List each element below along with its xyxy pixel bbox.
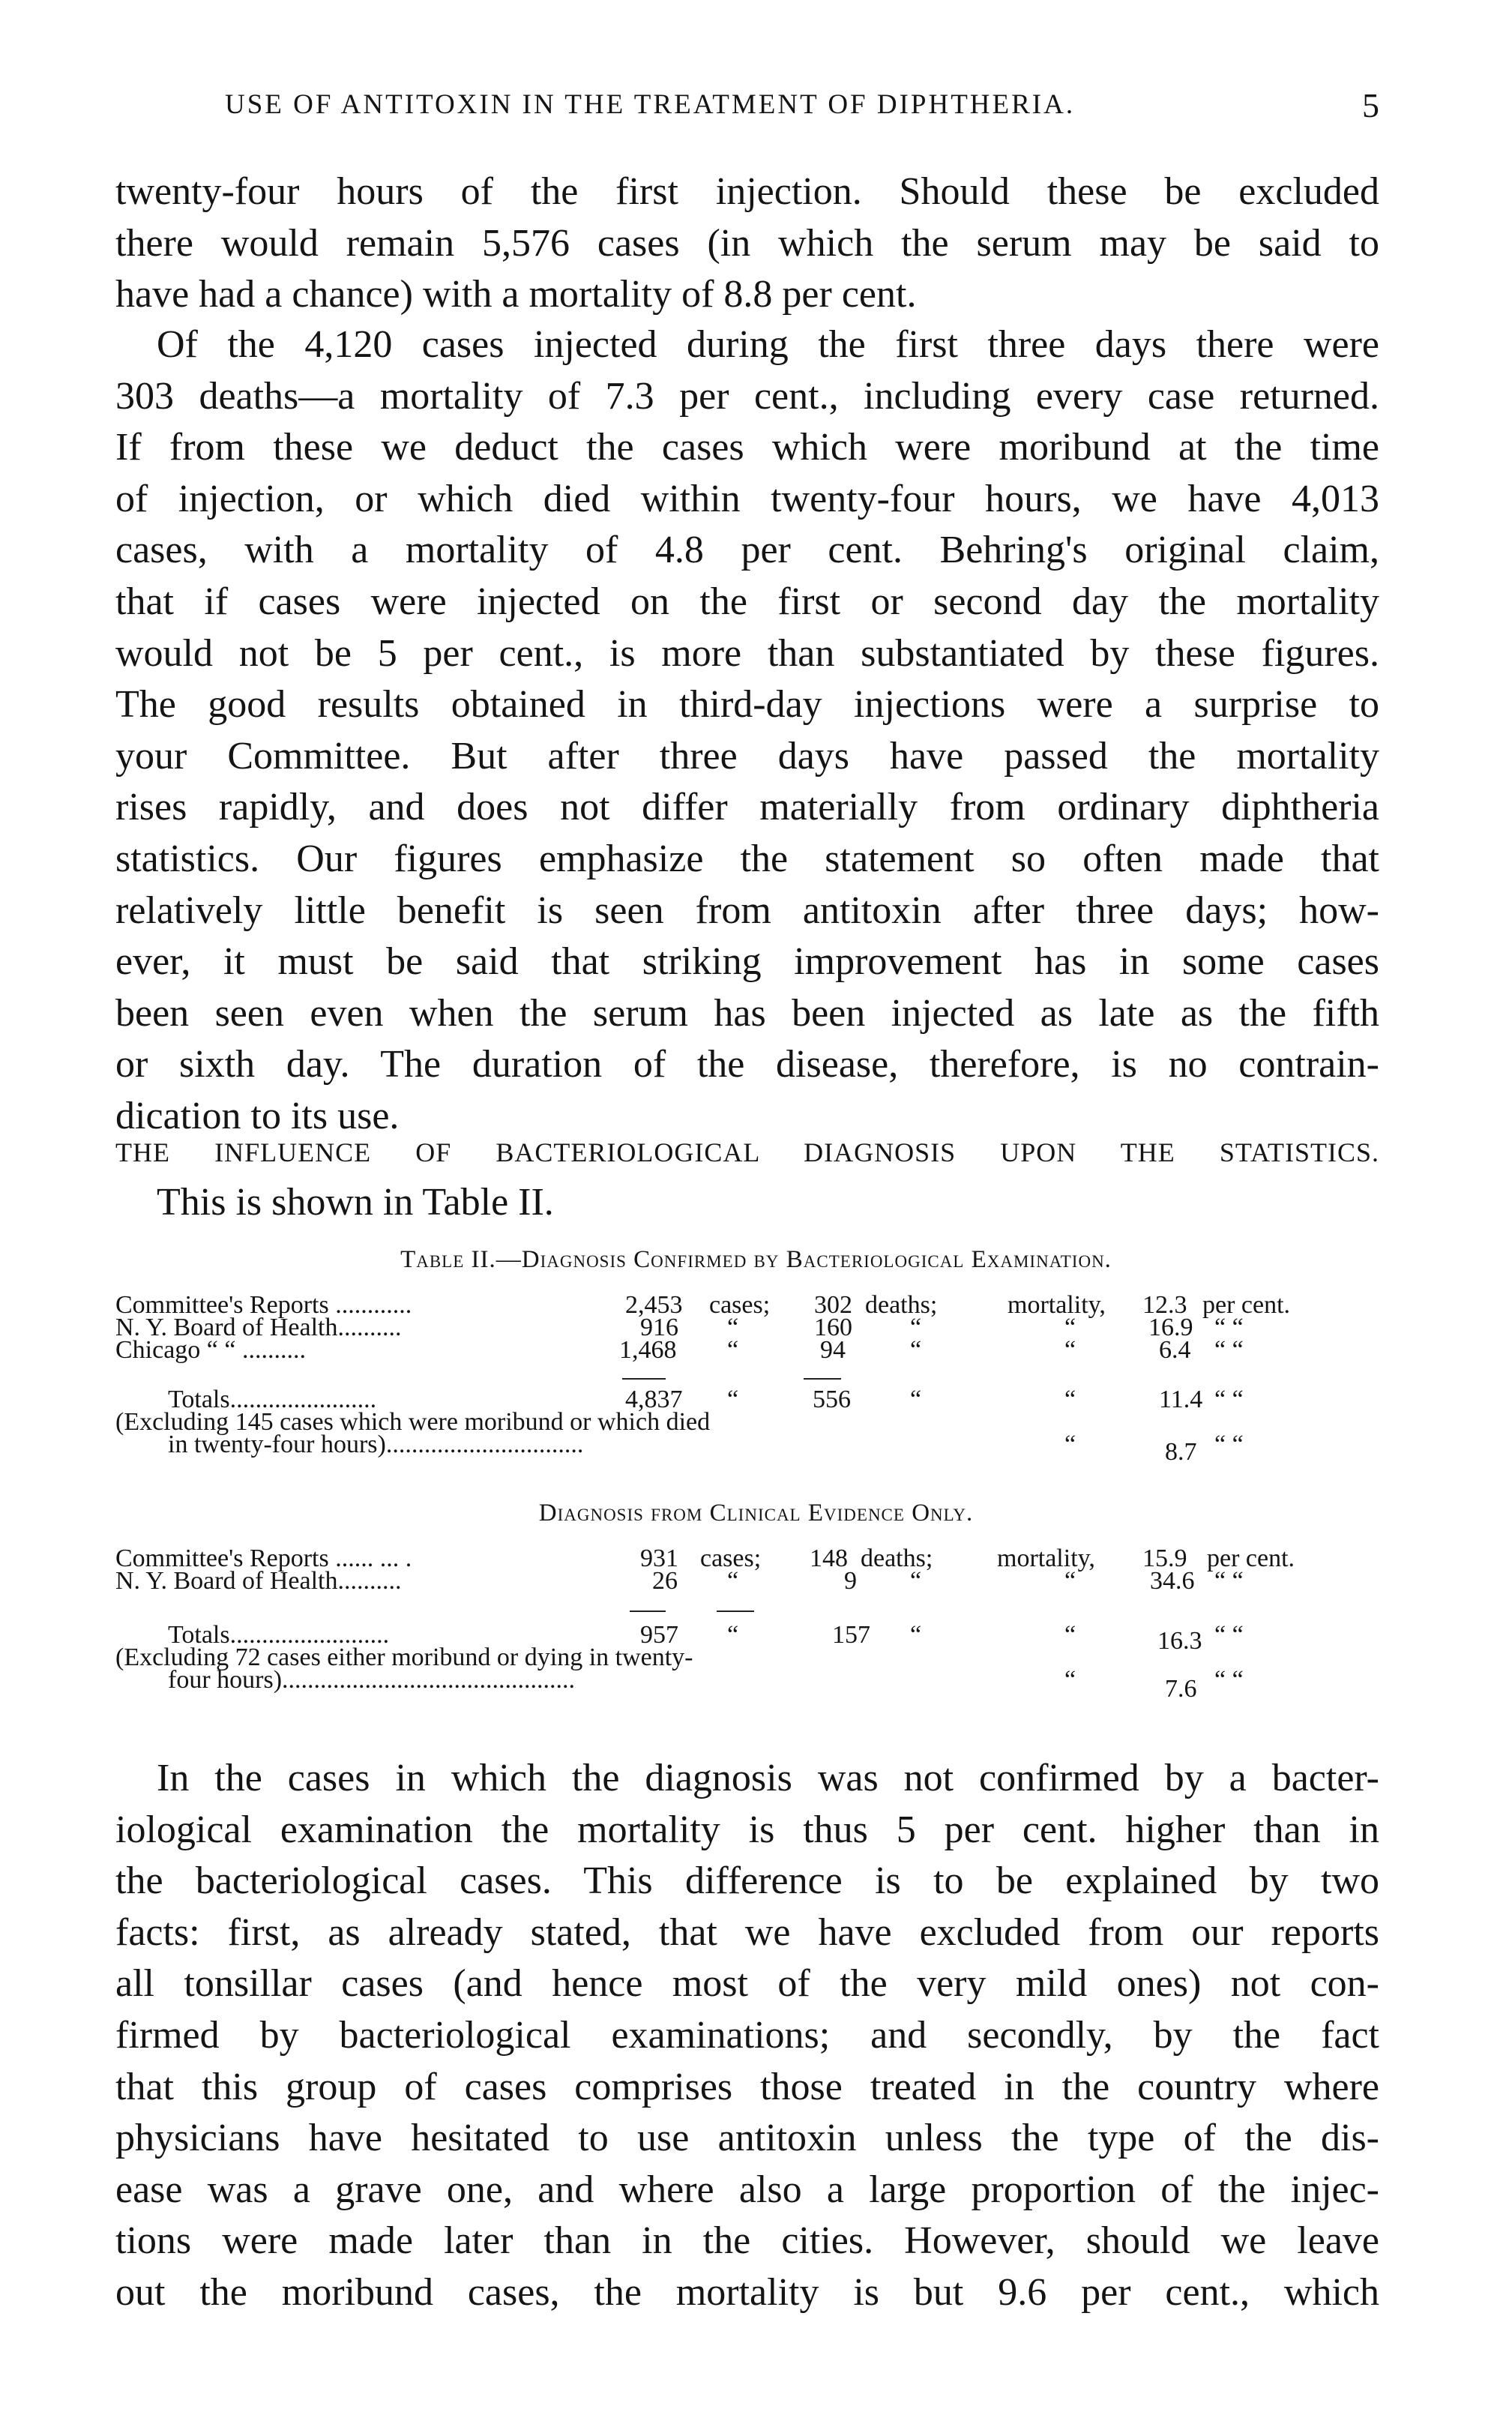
cases-value: 4,837 (625, 1386, 683, 1413)
totals-row (115, 1386, 1390, 1413)
deaths-unit: “ (910, 1567, 922, 1595)
cases-unit: “ (727, 1621, 739, 1649)
text-line: The good results obtained in third-day injections were a surprise to (115, 683, 1379, 727)
paragraph-1 (115, 166, 1379, 321)
percent-value: 11.4 (1159, 1386, 1203, 1413)
mortality-label: “ (1064, 1621, 1076, 1649)
percent-unit: “ “ (1214, 1567, 1244, 1595)
percent-value: 7.6 (1165, 1675, 1197, 1703)
text-line: have had a chance) with a mortality of 8.8 per cent. (115, 273, 917, 316)
deaths-unit: “ (910, 1314, 922, 1341)
mortality-label: “ (1064, 1431, 1076, 1458)
text-line: 303 deaths—a mortality of 7.3 per cent., including every case returned. (115, 374, 1379, 418)
table-row (115, 1314, 1390, 1341)
deaths-unit: “ (910, 1386, 922, 1413)
text-line: facts: first, as already stated, that we have excluded from our reports (115, 1910, 1379, 1954)
percent-unit: “ “ (1214, 1621, 1244, 1649)
text-line: If from these we deduct the cases which were moribund at the time (115, 426, 1379, 469)
deaths-value: 556 (813, 1386, 851, 1413)
table-row (115, 1567, 1390, 1595)
cases-value: 916 (640, 1314, 678, 1341)
mortality-label: “ (1064, 1666, 1076, 1694)
table-clinical-totals (115, 1621, 1390, 1703)
note-row (115, 1666, 1390, 1703)
table-title: Table II.—Diagnosis Confirmed by Bacteriological Examination. (400, 1246, 1112, 1273)
cases-unit: “ (727, 1336, 739, 1364)
text-line: that if cases were injected on the first or second day the mortality (115, 580, 1379, 623)
cases-value: 26 (652, 1567, 678, 1595)
text-line: ever, it must be said that striking improvement has in some cases (115, 940, 1379, 984)
page-number: 5 (1362, 86, 1379, 124)
running-head: USE OF ANTITOXIN IN THE TREATMENT OF DIPHTHERIA. (225, 89, 1076, 120)
cases-unit: “ (727, 1386, 739, 1413)
paragraph-3 (115, 1753, 1379, 2319)
mortality-label: “ (1064, 1386, 1076, 1413)
text-line: relatively little benefit is seen from antitoxin after three days; how- (115, 888, 1379, 932)
row-label: Committee's Reports ............ (115, 1291, 412, 1319)
table-row (115, 1291, 1390, 1319)
text-line: Of the 4,120 cases injected during the first three days there were (157, 323, 1379, 366)
text-line: been seen even when the serum has been injected as late as the fifth (115, 991, 1379, 1035)
exclusion-note: in twenty-four hours)............................... (168, 1431, 584, 1458)
mortality-label: mortality, (1008, 1291, 1106, 1319)
note-row (115, 1643, 1390, 1671)
text-line: or sixth day. The duration of the disease, therefore, is no contrain- (115, 1043, 1379, 1086)
text-line: statistics. Our figures emphasize the statement so often made that (115, 837, 1379, 880)
sum-rule (630, 1610, 666, 1612)
percent-unit: “ “ (1214, 1431, 1244, 1458)
text-line: out the moribund cases, the mortality is but 9.6 per cent., which (115, 2270, 1379, 2314)
percent-value: 12.3 (1142, 1291, 1187, 1319)
text-line: ease was a grave one, and where also a large proportion of the injec- (115, 2168, 1379, 2211)
table-confirmed-totals (115, 1386, 1390, 1466)
deaths-value: 157 (832, 1621, 870, 1649)
text-line: would not be 5 per cent., is more than substantiated by these figures. (115, 631, 1379, 675)
cases-value: 931 (640, 1545, 678, 1572)
text-line: rises rapidly, and does not differ materially from ordinary diphtheria (115, 786, 1379, 829)
text-line: of injection, or which died within twenty-four hours, we have 4,013 (115, 477, 1379, 520)
percent-unit: “ “ (1214, 1336, 1244, 1364)
percent-unit: per cent. (1202, 1291, 1291, 1319)
mortality-label: “ (1064, 1314, 1076, 1341)
cases-value: 957 (640, 1621, 678, 1649)
table-row (115, 1545, 1390, 1572)
percent-value: 16.3 (1157, 1627, 1202, 1655)
exclusion-note: (Excluding 145 cases which were moribund or which died (115, 1408, 711, 1436)
page-header (225, 88, 1379, 133)
deaths-unit: deaths; (861, 1545, 933, 1572)
section-intro: This is shown in Table II. (157, 1181, 554, 1224)
cases-unit: “ (727, 1567, 739, 1595)
row-label: Chicago “ “ .......... (115, 1336, 306, 1364)
cases-unit: “ (727, 1314, 739, 1341)
deaths-value: 9 (844, 1567, 857, 1595)
sum-rule (717, 1610, 754, 1612)
text-line: cases, with a mortality of 4.8 per cent. Behring's original claim, (115, 529, 1379, 572)
text-line: twenty-four hours of the first injection. Should these be excluded (115, 170, 1379, 213)
percent-value: 6.4 (1159, 1336, 1191, 1364)
cases-unit: cases; (709, 1291, 771, 1319)
cases-value: 1,468 (619, 1336, 677, 1364)
row-label: Committee's Reports ...... ... . (115, 1545, 412, 1572)
note-row (115, 1408, 1390, 1436)
text-line: that this group of cases comprises those treated in the country where (115, 2065, 1379, 2108)
text-line: your Committee. But after three days have passed the mortality (115, 734, 1379, 778)
deaths-value: 148 (810, 1545, 848, 1572)
percent-value: 34.6 (1150, 1567, 1195, 1595)
deaths-value: 302 (814, 1291, 852, 1319)
text-line: tions were made later than in the cities. However, should we leave (115, 2219, 1379, 2263)
sum-rule (622, 1378, 666, 1380)
section-heading: THE INFLUENCE OF BACTERIOLOGICAL DIAGNOSIS UPON THE STATISTICS. (115, 1137, 1379, 1167)
table-clinical (115, 1545, 1390, 1595)
deaths-unit: “ (910, 1621, 922, 1649)
percent-value: 8.7 (1165, 1438, 1197, 1466)
row-label: N. Y. Board of Health.......... (115, 1567, 402, 1595)
paragraph-2 (115, 319, 1379, 1143)
percent-unit: “ “ (1214, 1314, 1244, 1341)
text-line: dication to its use. (115, 1094, 400, 1137)
cases-unit: cases; (700, 1545, 762, 1572)
text-line: iological examination the mortality is thus 5 per cent. higher than in (115, 1808, 1379, 1851)
percent-unit: “ “ (1214, 1666, 1244, 1694)
note-row (115, 1431, 1390, 1466)
table-confirmed (115, 1291, 1390, 1364)
deaths-unit: “ (910, 1336, 922, 1364)
row-label: Totals......................... (168, 1621, 390, 1649)
percent-value: 15.9 (1142, 1545, 1187, 1572)
text-line: physicians have hesitated to use antitoxin unless the type of the dis- (115, 2117, 1379, 2160)
sum-rule (804, 1378, 841, 1380)
row-label: N. Y. Board of Health.......... (115, 1314, 402, 1341)
mortality-label: “ (1064, 1567, 1076, 1595)
text-line: all tonsillar cases (and hence most of the very mild ones) not con- (115, 1962, 1379, 2006)
mortality-label: mortality, (997, 1545, 1095, 1572)
row-label: Totals....................... (168, 1386, 377, 1413)
exclusion-note: four hours).............................................. (168, 1666, 576, 1694)
exclusion-note: (Excluding 72 cases either moribund or dying in twenty- (115, 1643, 693, 1671)
totals-row (115, 1621, 1390, 1655)
text-line: In the cases in which the diagnosis was not confirmed by a bacter- (157, 1757, 1379, 1799)
percent-unit: “ “ (1214, 1386, 1244, 1413)
percent-unit: per cent. (1207, 1545, 1295, 1572)
percent-value: 16.9 (1148, 1314, 1193, 1341)
text-line: firmed by bacteriological examinations; and secondly, by the fact (115, 2013, 1379, 2057)
table-row (115, 1336, 1390, 1364)
cases-value: 2,453 (625, 1291, 683, 1319)
mortality-label: “ (1064, 1336, 1076, 1364)
table-subtitle: Diagnosis from Clinical Evidence Only. (538, 1500, 974, 1527)
text-line: there would remain 5,576 cases (in which the serum may be said to (115, 221, 1379, 265)
deaths-value: 94 (820, 1336, 846, 1364)
text-line: the bacteriological cases. This difference is to be explained by two (115, 1859, 1379, 1903)
deaths-value: 160 (814, 1314, 852, 1341)
deaths-unit: deaths; (865, 1291, 938, 1319)
